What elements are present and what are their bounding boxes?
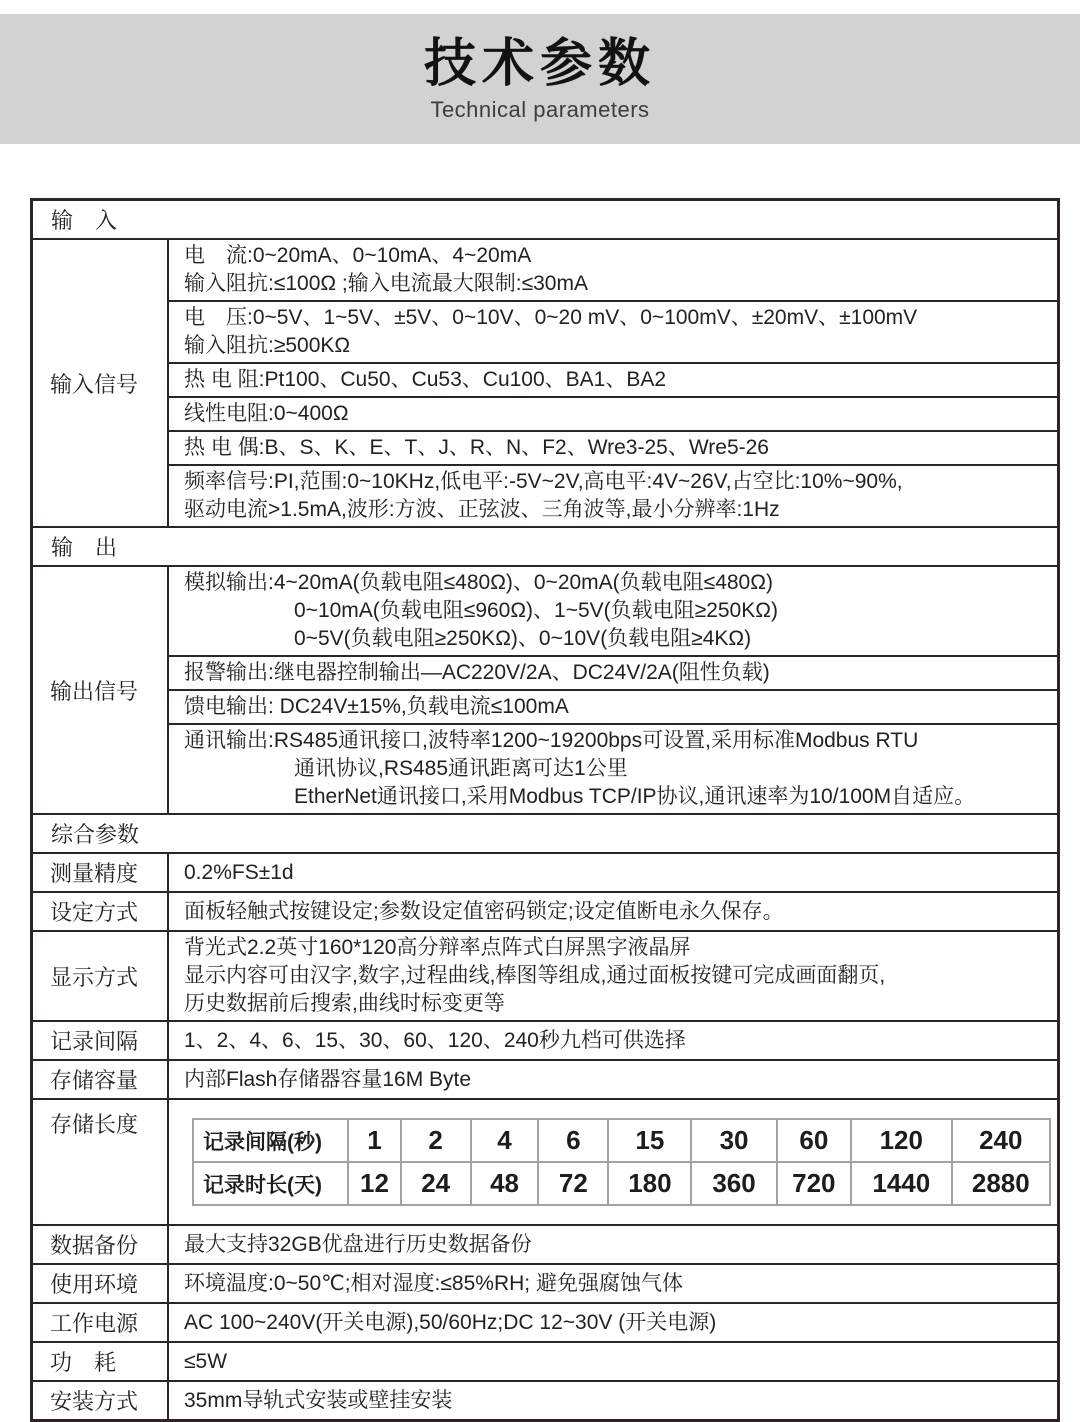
spec-line: EtherNet通讯接口,采用Modbus TCP/IP协议,通讯速率为10/100M自适应。 xyxy=(294,785,976,808)
page-subtitle: Technical parameters xyxy=(430,96,650,122)
spec-line: 历史数据前后搜索,曲线时标变更等 xyxy=(184,992,505,1015)
storage-table-cell: 180 xyxy=(608,1162,691,1205)
spec-line: 环境温度:0~50℃;相对湿度:≤85%RH; 避免强腐蚀气体 xyxy=(184,1271,683,1295)
spec-line: 热 电 阻:Pt100、Cu50、Cu53、Cu100、BA1、BA2 xyxy=(184,368,667,391)
row-label: 设定方式 xyxy=(33,893,169,930)
storage-table-duration-row xyxy=(193,1162,1050,1205)
spec-item-communication-output xyxy=(169,723,1057,813)
spec-line: 0.2%FS±1d xyxy=(184,860,294,884)
row-content xyxy=(169,1382,1057,1419)
row-content xyxy=(169,1061,1057,1098)
storage-table-cell: 72 xyxy=(538,1162,608,1205)
spec-line: 背光式2.2英寸160*120高分辩率点阵式白屏黑字液晶屏 xyxy=(184,936,691,959)
row-content xyxy=(169,1304,1057,1341)
spec-line: 面板轻触式按键设定;参数设定值密码锁定;设定值断电永久保存。 xyxy=(184,899,784,923)
spec-line: 0~5V(负载电阻≥250KΩ)、0~10V(负载电阻≥4KΩ) xyxy=(294,627,752,650)
row-label: 存储容量 xyxy=(33,1061,169,1098)
spec-item-frequency xyxy=(169,464,1057,526)
storage-table-cell: 120 xyxy=(851,1119,952,1162)
spec-line: 通讯输出:RS485通讯接口,波特率1200~19200bps可设置,采用标准Modbus RTU xyxy=(184,729,919,752)
spec-line: 显示内容可由汉字,数字,过程曲线,棒图等组成,通过面板按键可完成画面翻页, xyxy=(184,964,886,987)
table-row-accuracy xyxy=(33,852,1057,891)
section-label: 综合参数 xyxy=(51,822,140,847)
row-label: 存储长度 xyxy=(33,1100,169,1224)
spec-item-thermocouple xyxy=(169,430,1057,464)
section-row-general xyxy=(33,813,1057,852)
storage-table-cell: 4 xyxy=(471,1119,539,1162)
row-content xyxy=(169,893,1057,930)
row-label: 数据备份 xyxy=(33,1226,169,1263)
table-row-record-interval xyxy=(33,1020,1057,1059)
spec-line: 驱动电流>1.5mA,波形:方波、正弦波、三角波等,最小分辨率:1Hz xyxy=(184,498,780,521)
table-row-display-method xyxy=(33,930,1057,1020)
row-content xyxy=(169,1343,1057,1380)
spec-line: 输入阻抗:≥500KΩ xyxy=(184,334,351,357)
section-row-input xyxy=(33,201,1057,238)
table-row-operating-environment xyxy=(33,1263,1057,1302)
storage-table-cell: 1 xyxy=(348,1119,400,1162)
row-label: 工作电源 xyxy=(33,1304,169,1341)
row-label: 显示方式 xyxy=(33,932,169,1020)
spec-line: 0~10mA(负载电阻≤960Ω)、1~5V(负载电阻≥250KΩ) xyxy=(294,599,778,622)
row-content xyxy=(169,1100,1057,1224)
spec-line: ≤5W xyxy=(184,1349,228,1373)
table-row-data-backup xyxy=(33,1224,1057,1263)
section-label: 输 入 xyxy=(51,208,118,233)
storage-table-cell: 360 xyxy=(691,1162,776,1205)
spec-line: AC 100~240V(开关电源),50/60Hz;DC 12~30V (开关电源) xyxy=(184,1310,717,1334)
spec-item-current xyxy=(169,240,1057,300)
spec-line: 35mm导轨式安装或壁挂安装 xyxy=(184,1388,453,1412)
storage-table-cell: 24 xyxy=(401,1162,471,1205)
row-content xyxy=(169,1265,1057,1302)
spec-line: 频率信号:PI,范围:0~10KHz,低电平:-5V~2V,高电平:4V~26V,占空比:10%~90%, xyxy=(184,470,903,493)
row-label: 记录间隔 xyxy=(33,1022,169,1059)
storage-table-header: 记录间隔(秒) xyxy=(193,1119,348,1162)
table-row-storage-capacity xyxy=(33,1059,1057,1098)
table-row-power-supply xyxy=(33,1302,1057,1341)
table-row-output-signal xyxy=(33,565,1057,813)
spec-line: 线性电阻:0~400Ω xyxy=(184,402,349,425)
spec-item-rtd xyxy=(169,362,1057,396)
spec-line: 馈电输出: DC24V±15%,负载电流≤100mA xyxy=(184,695,569,718)
row-content xyxy=(169,932,1057,1020)
spec-item-analog-output xyxy=(169,567,1057,655)
page-title: 技术参数 xyxy=(423,35,656,94)
spec-item-linear-resistance xyxy=(169,396,1057,430)
spec-line: 1、2、4、6、15、30、60、120、240秒九档可供选择 xyxy=(184,1028,686,1052)
spec-table xyxy=(30,198,1060,1422)
row-items xyxy=(169,567,1057,813)
storage-table-cell: 1440 xyxy=(851,1162,952,1205)
table-row-input-signal xyxy=(33,238,1057,526)
row-label: 使用环境 xyxy=(33,1265,169,1302)
storage-table-cell: 12 xyxy=(348,1162,400,1205)
storage-table-cell: 15 xyxy=(608,1119,691,1162)
storage-table-header: 记录时长(天) xyxy=(193,1162,348,1205)
title-banner xyxy=(0,14,1080,144)
storage-table-cell: 720 xyxy=(777,1162,851,1205)
row-content xyxy=(169,1226,1057,1263)
storage-table-interval-row xyxy=(193,1119,1050,1162)
storage-table-cell: 6 xyxy=(538,1119,608,1162)
spec-line: 内部Flash存储器容量16M Byte xyxy=(184,1067,472,1091)
row-label: 输出信号 xyxy=(33,567,169,813)
row-label: 测量精度 xyxy=(33,854,169,891)
spec-line: 最大支持32GB优盘进行历史数据备份 xyxy=(184,1232,532,1256)
spec-line: 电 压:0~5V、1~5V、±5V、0~10V、0~20 mV、0~100mV、±20mV、±100mV xyxy=(184,306,918,329)
spec-line: 报警输出:继电器控制输出—AC220V/2A、DC24V/2A(阻性负载) xyxy=(184,661,770,684)
spec-item-voltage xyxy=(169,300,1057,362)
row-label: 安装方式 xyxy=(33,1382,169,1419)
spec-line: 模拟输出:4~20mA(负载电阻≤480Ω)、0~20mA(负载电阻≤480Ω) xyxy=(184,571,773,594)
storage-table-cell: 240 xyxy=(952,1119,1050,1162)
storage-table-cell: 2880 xyxy=(952,1162,1050,1205)
storage-length-table xyxy=(192,1118,1051,1206)
spec-line: 输入阻抗:≤100Ω ;输入电流最大限制:≤30mA xyxy=(184,272,588,295)
storage-table-cell: 60 xyxy=(777,1119,851,1162)
storage-table-cell: 30 xyxy=(691,1119,776,1162)
section-row-output xyxy=(33,526,1057,565)
spec-line: 电 流:0~20mA、0~10mA、4~20mA xyxy=(184,244,532,267)
section-label: 输 出 xyxy=(51,535,118,560)
table-row-setting-method xyxy=(33,891,1057,930)
row-content xyxy=(169,1022,1057,1059)
row-items xyxy=(169,240,1057,526)
table-row-storage-length xyxy=(33,1098,1057,1224)
table-row-power-consumption xyxy=(33,1341,1057,1380)
spec-item-alarm-output xyxy=(169,655,1057,689)
storage-table-cell: 2 xyxy=(401,1119,471,1162)
storage-table-cell: 48 xyxy=(471,1162,539,1205)
table-row-installation xyxy=(33,1380,1057,1419)
row-label: 功 耗 xyxy=(33,1343,169,1380)
spec-line: 热 电 偶:B、S、K、E、T、J、R、N、F2、Wre3-25、Wre5-26 xyxy=(184,436,769,459)
spec-line: 通讯协议,RS485通讯距离可达1公里 xyxy=(294,757,628,780)
row-content xyxy=(169,854,1057,891)
spec-item-power-feed-output xyxy=(169,689,1057,723)
row-label: 输入信号 xyxy=(33,240,169,526)
